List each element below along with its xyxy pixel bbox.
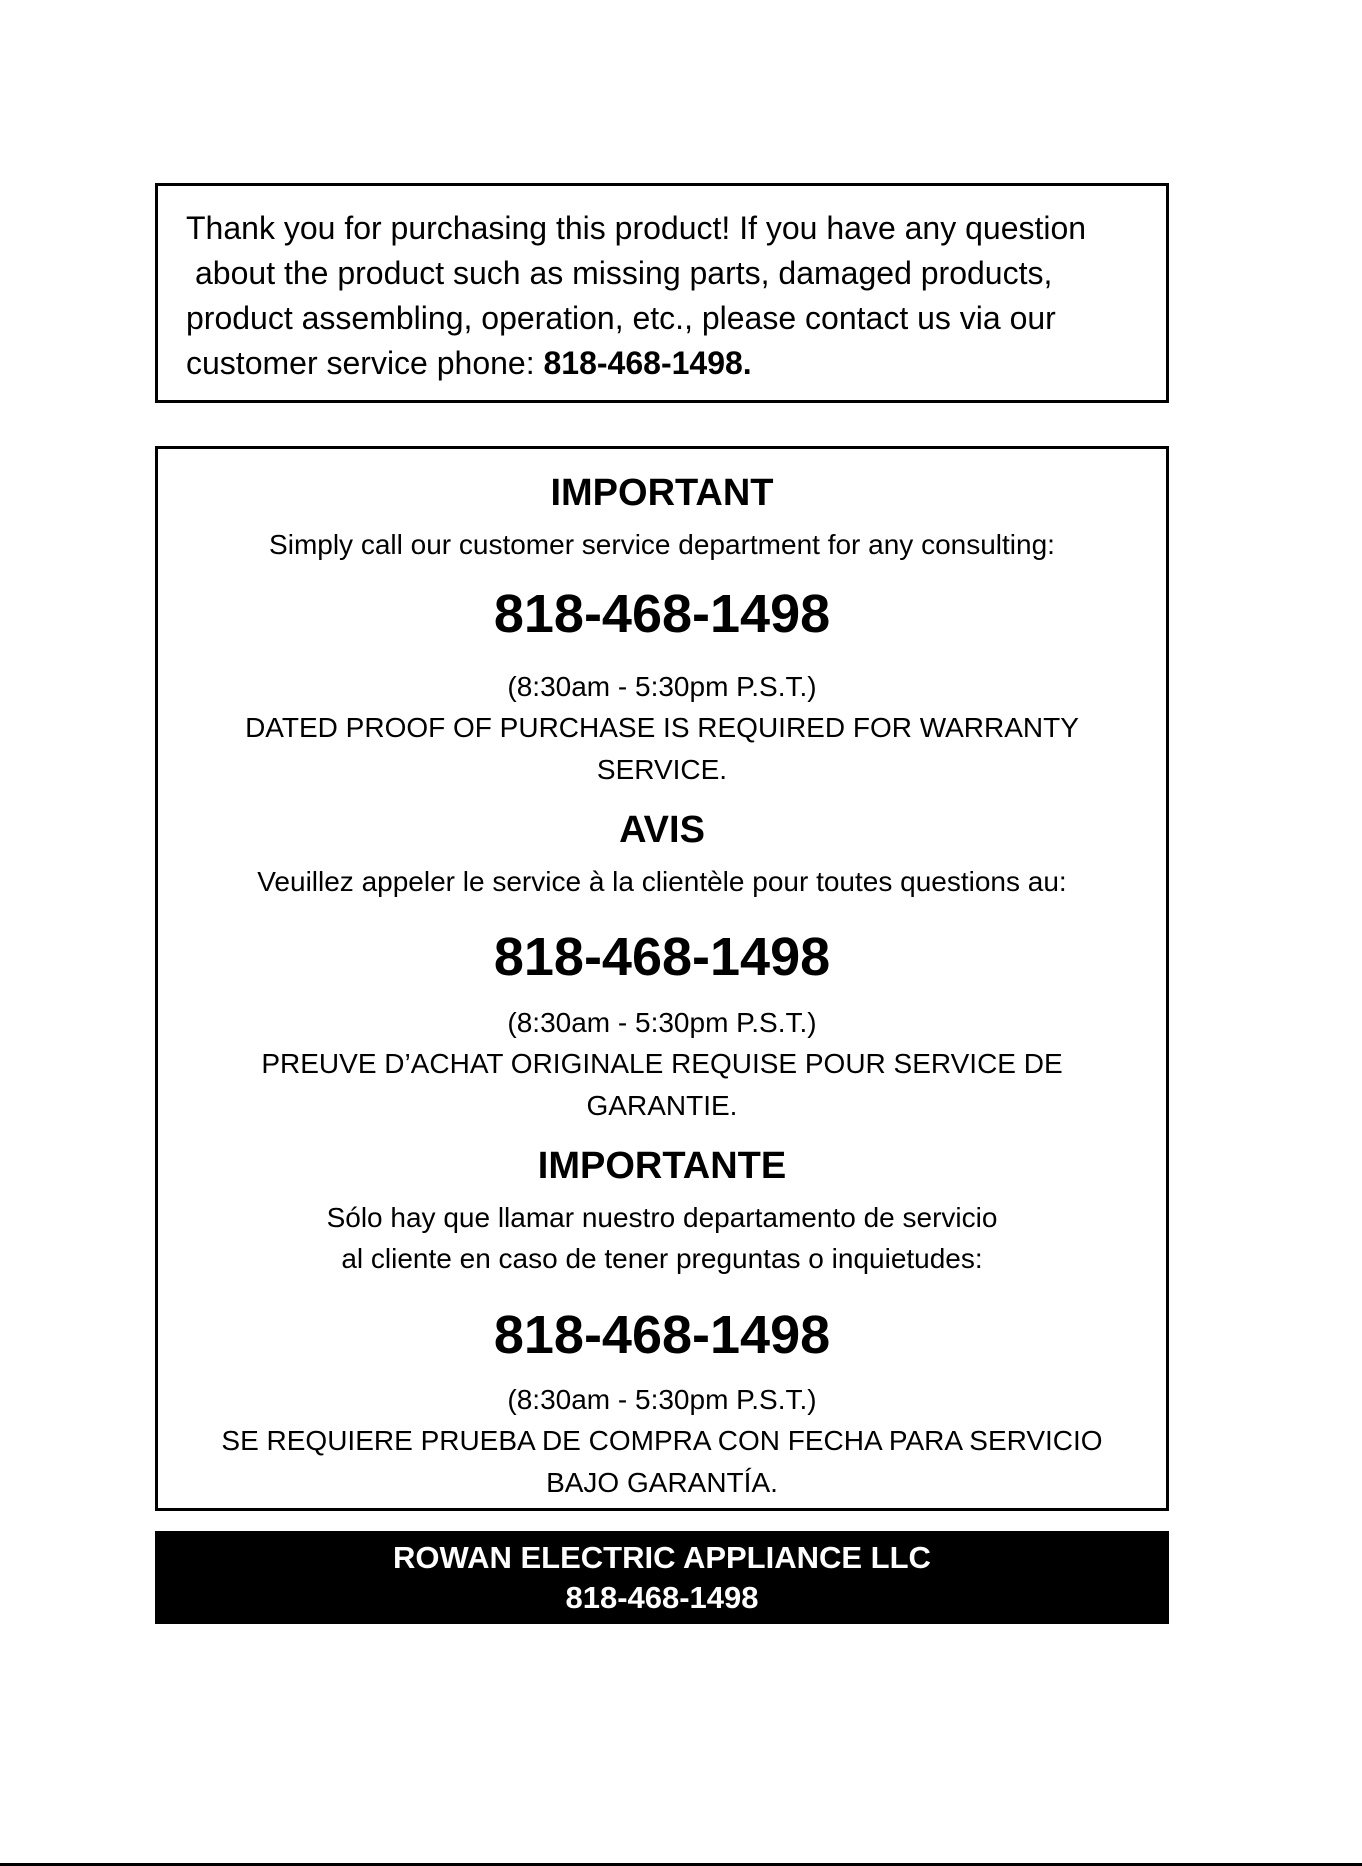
english-intro: Simply call our customer service department for any consulting:: [269, 529, 1055, 560]
thank-you-line-3: product assembling, operation, etc., please contact us via our: [186, 300, 1056, 336]
thank-you-phone: 818-468-1498.: [543, 345, 752, 381]
thank-you-line-4-prefix: customer service phone:: [186, 345, 544, 381]
english-phone: 818-468-1498: [493, 584, 831, 644]
french-warranty-line-1: PREUVE D’ACHAT ORIGINALE REQUISE POUR SERVICE DE: [261, 1048, 1063, 1079]
spanish-hours: (8:30am - 5:30pm P.S.T.): [507, 1384, 817, 1415]
french-phone: 818-468-1498: [493, 927, 831, 987]
company-name: ROWAN ELECTRIC APPLIANCE LLC: [393, 1540, 931, 1575]
thank-you-line-4: [186, 341, 1166, 386]
spanish-warranty-line-1: SE REQUIERE PRUEBA DE COMPRA CON FECHA PARA SERVICIO: [221, 1425, 1103, 1456]
english-warranty-line-2: SERVICE.: [596, 754, 728, 785]
french-warranty-line-2: GARANTIE.: [586, 1090, 738, 1121]
thank-you-line-1: Thank you for purchasing this product! If you have any question: [186, 210, 1087, 246]
spanish-intro-line-1: Sólo hay que llamar nuestro departamento de servicio: [326, 1202, 998, 1233]
spanish-heading: IMPORTANTE: [537, 1145, 787, 1187]
spanish-warranty-line-2: BAJO GARANTÍA.: [546, 1467, 778, 1498]
french-intro: Veuillez appeler le service à la clientèle pour toutes questions au:: [257, 866, 1067, 897]
english-warranty-line-1: DATED PROOF OF PURCHASE IS REQUIRED FOR WARRANTY: [245, 712, 1079, 743]
french-hours: (8:30am - 5:30pm P.S.T.): [507, 1007, 817, 1038]
thank-you-line-2: about the product such as missing parts, damaged products,: [195, 255, 1053, 291]
spanish-intro-line-2: al cliente en caso de tener preguntas o inquietudes:: [341, 1243, 983, 1274]
french-heading: AVIS: [619, 809, 705, 851]
thank-you-box: [155, 183, 1169, 403]
important-notice-box: [155, 446, 1169, 1511]
english-heading: IMPORTANT: [550, 472, 774, 514]
company-footer-bar: [155, 1531, 1169, 1624]
english-hours: (8:30am - 5:30pm P.S.T.): [507, 671, 817, 702]
spanish-phone: 818-468-1498: [493, 1305, 831, 1365]
company-phone: 818-468-1498: [565, 1580, 759, 1615]
